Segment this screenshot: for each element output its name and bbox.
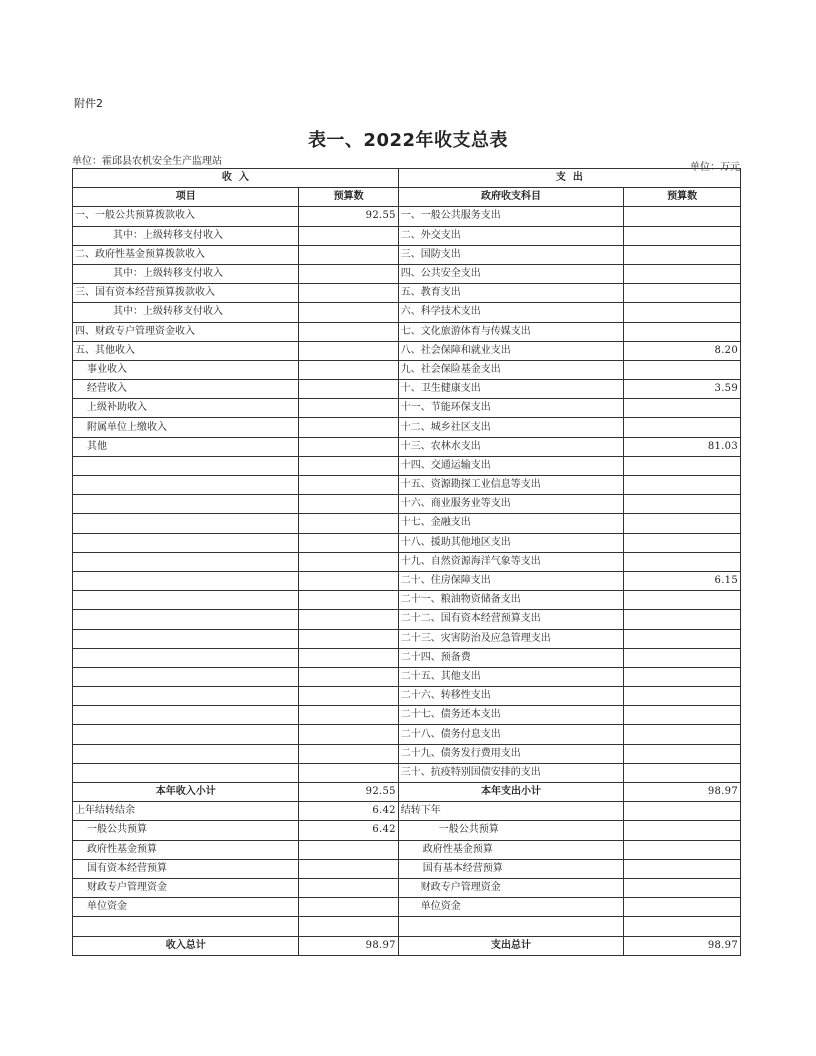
income-value — [299, 245, 398, 264]
table-row — [73, 571, 741, 590]
carry-income-item: 政府性基金预算 — [73, 840, 299, 859]
carry-income-item: 单位资金 — [73, 898, 299, 917]
table-row — [73, 456, 741, 475]
expense-item: 三、国防支出 — [398, 245, 623, 264]
carry-row — [73, 898, 741, 917]
table-row — [73, 380, 741, 399]
expense-value — [624, 591, 741, 610]
expense-value — [624, 610, 741, 629]
expense-item: 二十一、粮油物资储备支出 — [398, 591, 623, 610]
income-value — [299, 725, 398, 744]
column-header-row — [73, 188, 741, 207]
table-row — [73, 418, 741, 437]
income-value — [299, 418, 398, 437]
income-item — [73, 456, 299, 475]
income-value — [299, 284, 398, 303]
expense-value — [624, 456, 741, 475]
expense-value: 6.15 — [624, 571, 741, 590]
expense-item: 十七、金融支出 — [398, 514, 623, 533]
income-value — [299, 360, 398, 379]
income-value — [299, 380, 398, 399]
table-row — [73, 533, 741, 552]
table-row — [73, 495, 741, 514]
carry-income-item — [73, 917, 299, 936]
expense-item: 十一、节能环保支出 — [398, 399, 623, 418]
carry-expense-item — [398, 917, 623, 936]
expense-item: 二十六、转移性支出 — [398, 687, 623, 706]
expense-value — [624, 418, 741, 437]
income-item: 四、财政专户管理资金收入 — [73, 322, 299, 341]
carry-expense-value — [624, 917, 741, 936]
income-item: 经营收入 — [73, 380, 299, 399]
carry-expense-value — [624, 840, 741, 859]
income-section-header: 收 入 — [73, 169, 399, 188]
expense-value — [624, 226, 741, 245]
income-item: 一、一般公共预算拨款收入 — [73, 207, 299, 226]
table-row — [73, 437, 741, 456]
table-row — [73, 245, 741, 264]
expense-value — [624, 284, 741, 303]
expense-value — [624, 763, 741, 782]
table-row — [73, 648, 741, 667]
carry-income-value: 6.42 — [299, 802, 398, 821]
expense-value — [624, 706, 741, 725]
table-row — [73, 476, 741, 495]
expense-value — [624, 744, 741, 763]
income-item: 其中：上级转移支付收入 — [73, 264, 299, 283]
table-row — [73, 763, 741, 782]
table-row — [73, 341, 741, 360]
expense-item: 十九、自然资源海洋气象等支出 — [398, 552, 623, 571]
income-value — [299, 763, 398, 782]
income-value — [299, 303, 398, 322]
expense-value — [624, 533, 741, 552]
table-row — [73, 552, 741, 571]
carry-income-item: 一般公共预算 — [73, 821, 299, 840]
income-item — [73, 629, 299, 648]
expense-item: 七、文化旅游体育与传媒支出 — [398, 322, 623, 341]
expense-item: 二十四、预备费 — [398, 648, 623, 667]
carry-expense-item: 政府性基金预算 — [398, 840, 623, 859]
income-item — [73, 552, 299, 571]
expense-item: 二十二、国有资本经营预算支出 — [398, 610, 623, 629]
budget-summary-table — [72, 168, 741, 956]
carry-income-value: 6.42 — [299, 821, 398, 840]
expense-item: 十四、交通运输支出 — [398, 456, 623, 475]
income-value — [299, 591, 398, 610]
expense-item: 二十、住房保障支出 — [398, 571, 623, 590]
income-item: 二、政府性基金预算拨款收入 — [73, 245, 299, 264]
income-value — [299, 667, 398, 686]
carry-row — [73, 917, 741, 936]
expense-value — [624, 552, 741, 571]
expense-item: 三十、抗疫特别国债安排的支出 — [398, 763, 623, 782]
income-value — [299, 399, 398, 418]
table-row — [73, 303, 741, 322]
income-item — [73, 687, 299, 706]
expense-value — [624, 725, 741, 744]
income-item — [73, 533, 299, 552]
expense-value — [624, 495, 741, 514]
income-value — [299, 687, 398, 706]
expense-item: 十二、城乡社区支出 — [398, 418, 623, 437]
table-row — [73, 667, 741, 686]
income-value — [299, 437, 398, 456]
table-row — [73, 514, 741, 533]
expense-value — [624, 399, 741, 418]
carry-income-value — [299, 898, 398, 917]
income-value — [299, 341, 398, 360]
expense-item: 十八、援助其他地区支出 — [398, 533, 623, 552]
income-item — [73, 667, 299, 686]
unit-organization: 单位：霍邱县农机安全生产监理站 — [72, 156, 222, 167]
table-row — [73, 399, 741, 418]
carry-expense-value — [624, 878, 741, 897]
income-value — [299, 629, 398, 648]
income-item: 其他 — [73, 437, 299, 456]
col-header-gov-subject: 政府收支科目 — [398, 188, 623, 207]
income-total-label: 收入总计 — [73, 936, 299, 955]
income-item — [73, 495, 299, 514]
expense-item: 一、一般公共服务支出 — [398, 207, 623, 226]
expense-item: 四、公共安全支出 — [398, 264, 623, 283]
income-value — [299, 476, 398, 495]
carry-expense-value — [624, 802, 741, 821]
section-header-row — [73, 169, 741, 188]
expense-item: 二十三、灾害防治及应急管理支出 — [398, 629, 623, 648]
income-subtotal-value: 92.55 — [299, 783, 398, 802]
unit-currency: 单位：万元 — [690, 162, 740, 173]
table-row — [73, 744, 741, 763]
income-item: 事业收入 — [73, 360, 299, 379]
income-item — [73, 571, 299, 590]
income-value — [299, 648, 398, 667]
income-item — [73, 476, 299, 495]
expense-value — [624, 687, 741, 706]
income-item: 五、其他收入 — [73, 341, 299, 360]
page-title: 表一、2022年收支总表 — [307, 130, 509, 151]
income-item — [73, 514, 299, 533]
income-value — [299, 514, 398, 533]
carry-expense-item: 一般公共预算 — [398, 821, 623, 840]
carry-income-item: 财政专户管理资金 — [73, 878, 299, 897]
carry-expense-value — [624, 898, 741, 917]
carry-row — [73, 821, 741, 840]
expense-value — [624, 476, 741, 495]
expense-value — [624, 322, 741, 341]
table-row — [73, 226, 741, 245]
expense-subtotal-label: 本年支出小计 — [398, 783, 623, 802]
income-item: 上级补助收入 — [73, 399, 299, 418]
carry-row — [73, 878, 741, 897]
carry-row — [73, 859, 741, 878]
expense-item: 十五、资源勘探工业信息等支出 — [398, 476, 623, 495]
expense-item: 十三、农林水支出 — [398, 437, 623, 456]
income-item — [73, 591, 299, 610]
expense-value — [624, 360, 741, 379]
income-item — [73, 706, 299, 725]
income-total-value: 98.97 — [299, 936, 398, 955]
carry-income-item: 上年结转结余 — [73, 802, 299, 821]
expense-item: 八、社会保障和就业支出 — [398, 341, 623, 360]
income-item: 其中：上级转移支付收入 — [73, 303, 299, 322]
carry-expense-item: 财政专户管理资金 — [398, 878, 623, 897]
expense-item: 二、外交支出 — [398, 226, 623, 245]
carry-income-value — [299, 878, 398, 897]
table-row — [73, 610, 741, 629]
carry-expense-item: 国有基本经营预算 — [398, 859, 623, 878]
carry-expense-item: 结转下年 — [398, 802, 623, 821]
expense-value — [624, 629, 741, 648]
table-row — [73, 629, 741, 648]
expense-item: 二十七、债务还本支出 — [398, 706, 623, 725]
expense-item: 五、教育支出 — [398, 284, 623, 303]
income-value — [299, 552, 398, 571]
expense-item: 六、科学技术支出 — [398, 303, 623, 322]
income-value — [299, 744, 398, 763]
table-row — [73, 322, 741, 341]
income-item: 附属单位上缴收入 — [73, 418, 299, 437]
income-value — [299, 610, 398, 629]
col-header-budget-2: 预算数 — [624, 188, 741, 207]
table-row — [73, 207, 741, 226]
income-value — [299, 533, 398, 552]
income-item — [73, 648, 299, 667]
income-item: 其中：上级转移支付收入 — [73, 226, 299, 245]
expense-value — [624, 303, 741, 322]
expense-section-header: 支 出 — [398, 169, 740, 188]
income-item: 三、国有资本经营预算拨款收入 — [73, 284, 299, 303]
carry-expense-value — [624, 821, 741, 840]
income-value — [299, 226, 398, 245]
carry-income-value — [299, 840, 398, 859]
total-row — [73, 936, 741, 955]
expense-subtotal-value: 98.97 — [624, 783, 741, 802]
income-value: 92.55 — [299, 207, 398, 226]
expense-item: 二十八、债务付息支出 — [398, 725, 623, 744]
carry-expense-value — [624, 859, 741, 878]
income-value — [299, 706, 398, 725]
income-item — [73, 610, 299, 629]
table-row — [73, 360, 741, 379]
carry-income-item: 国有资本经营预算 — [73, 859, 299, 878]
expense-value: 81.03 — [624, 437, 741, 456]
expense-item: 十六、商业服务业等支出 — [398, 495, 623, 514]
table-row — [73, 284, 741, 303]
expense-value — [624, 207, 741, 226]
col-header-item: 项目 — [73, 188, 299, 207]
expense-total-value: 98.97 — [624, 936, 741, 955]
income-value — [299, 322, 398, 341]
col-header-budget: 预算数 — [299, 188, 398, 207]
expense-item: 九、社会保险基金支出 — [398, 360, 623, 379]
income-item — [73, 725, 299, 744]
carry-row — [73, 802, 741, 821]
expense-item: 二十五、其他支出 — [398, 667, 623, 686]
carry-income-value — [299, 917, 398, 936]
income-item — [73, 744, 299, 763]
expense-item: 十、卫生健康支出 — [398, 380, 623, 399]
income-value — [299, 571, 398, 590]
table-row — [73, 591, 741, 610]
income-value — [299, 456, 398, 475]
income-value — [299, 495, 398, 514]
subtotal-row — [73, 783, 741, 802]
income-subtotal-label: 本年收入小计 — [73, 783, 299, 802]
attachment-label: 附件2 — [74, 97, 103, 110]
expense-total-label: 支出总计 — [398, 936, 623, 955]
table-row — [73, 725, 741, 744]
expense-value — [624, 264, 741, 283]
table-row — [73, 687, 741, 706]
carry-income-value — [299, 859, 398, 878]
expense-value: 8.20 — [624, 341, 741, 360]
expense-value — [624, 667, 741, 686]
income-item — [73, 763, 299, 782]
income-value — [299, 264, 398, 283]
carry-expense-item: 单位资金 — [398, 898, 623, 917]
expense-value — [624, 648, 741, 667]
carry-row — [73, 840, 741, 859]
expense-value: 3.59 — [624, 380, 741, 399]
expense-item: 二十九、债务发行费用支出 — [398, 744, 623, 763]
expense-value — [624, 514, 741, 533]
table-row — [73, 706, 741, 725]
expense-value — [624, 245, 741, 264]
table-row — [73, 264, 741, 283]
